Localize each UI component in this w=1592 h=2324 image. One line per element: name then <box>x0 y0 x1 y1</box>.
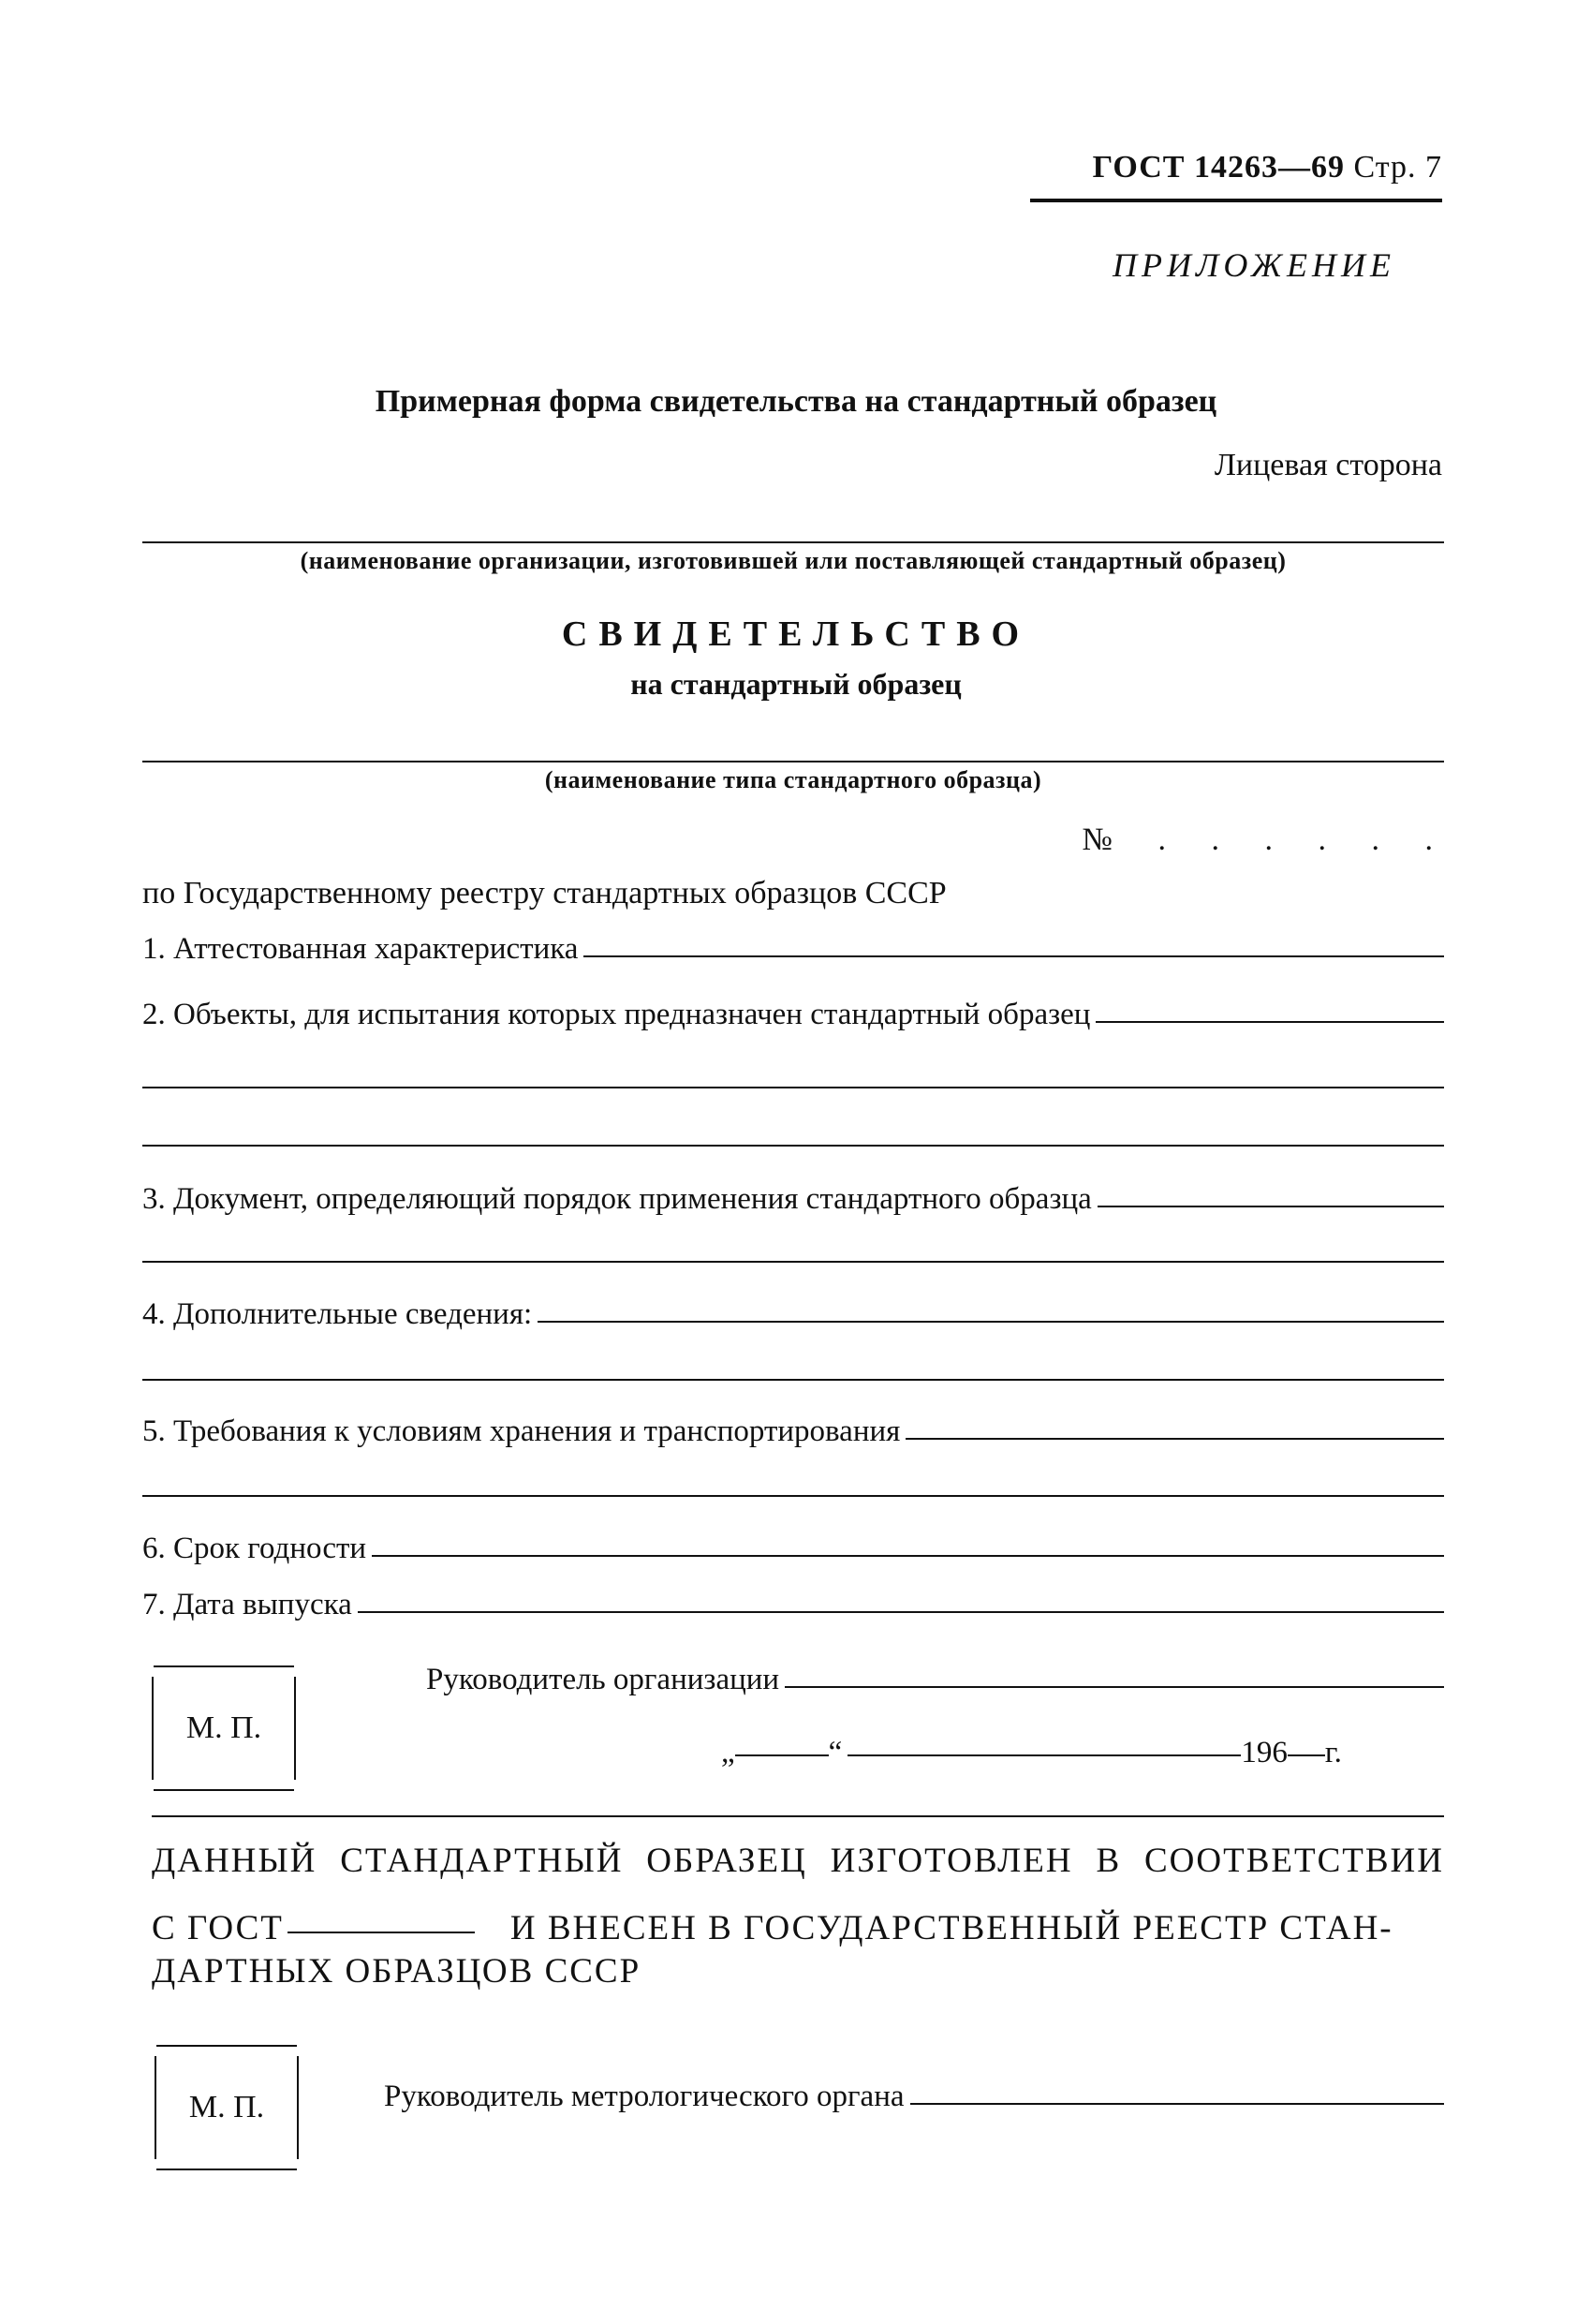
certificate-subheading: на стандартный образец <box>630 667 962 701</box>
registry-clause: И ВНЕСЕН В ГОСУДАРСТВЕННЫЙ РЕЕСТР СТАН- <box>509 1909 1393 1947</box>
year-suffix: г. <box>1324 1736 1342 1769</box>
item-label: 1. Аттестованная характеристика <box>142 932 579 966</box>
open-quote: „ <box>721 1736 735 1769</box>
compliance-line-1: ДАННЫЙ СТАНДАРТНЫЙ ОБРАЗЕЦ ИЗГОТОВЛЕН В СООТВЕТСТВИИ <box>152 1842 1444 1880</box>
stamp-label: М. П. <box>188 2090 265 2124</box>
head-label: Руководитель организации <box>426 1663 780 1696</box>
item-label: 6. Срок годности <box>142 1532 367 1565</box>
gost-blank <box>287 1930 475 1933</box>
sample-type-caption: (наименование типа стандартного образца) <box>544 766 1042 793</box>
item-storage-requirements <box>142 1414 1444 1449</box>
item-label: 5. Требования к условиям хранения и транспортирования <box>142 1414 901 1448</box>
date-line <box>721 1736 1342 1770</box>
item-test-objects <box>142 998 1444 1032</box>
continuation-line <box>142 1261 1444 1263</box>
head-of-organization-line <box>426 1663 1444 1697</box>
compliance-line-3: ДАРТНЫХ ОБРАЗЦОВ СССР <box>152 1952 641 1991</box>
sample-type-line <box>142 761 1444 762</box>
close-quote: “ <box>828 1736 843 1769</box>
certificate-heading: СВИДЕТЕЛЬСТВО <box>561 614 1031 654</box>
gost-label: С ГОСТ <box>152 1909 284 1947</box>
head-of-metrology-line <box>384 2080 1444 2114</box>
appendix-label: ПРИЛОЖЕНИЕ <box>1113 246 1395 284</box>
fill-line <box>358 1611 1444 1613</box>
metrology-head-label: Руководитель метрологического органа <box>384 2080 905 2113</box>
fill-line <box>1098 1206 1444 1207</box>
header-rule <box>1030 199 1442 202</box>
item-label: 4. Дополнительные сведения: <box>142 1297 533 1331</box>
item-shelf-life <box>142 1532 1444 1566</box>
registry-text: по Государственному реестру стандартных образцов СССР <box>142 876 947 910</box>
month-blank <box>848 1753 1241 1756</box>
continuation-line <box>142 1145 1444 1147</box>
stamp-bottom-rule <box>154 1789 294 1791</box>
signature-line <box>785 1686 1444 1688</box>
stamp-top-rule <box>156 2045 297 2047</box>
continuation-line <box>142 1087 1444 1088</box>
metrology-stamp-box <box>155 2056 299 2159</box>
side-label: Лицевая сторона <box>1214 448 1442 482</box>
signature-line <box>910 2103 1444 2105</box>
year-prefix: 196 <box>1241 1736 1288 1769</box>
item-application-document <box>142 1182 1444 1217</box>
continuation-line <box>142 1495 1444 1497</box>
item-label: 3. Документ, определяющий порядок применения стандартного образца <box>142 1182 1092 1216</box>
item-release-date <box>142 1588 1444 1622</box>
continuation-line <box>142 1379 1444 1381</box>
fill-line <box>372 1555 1444 1557</box>
item-label: 7. Дата выпуска <box>142 1588 352 1621</box>
registry-number: № . . . . . . <box>1082 822 1452 857</box>
document-reference <box>1093 150 1442 185</box>
stamp-bottom-rule <box>156 2169 297 2170</box>
item-certified-characteristic <box>142 932 1444 967</box>
stamp-top-rule <box>154 1665 294 1667</box>
section-divider <box>152 1815 1444 1817</box>
page-number: Стр. 7 <box>1353 150 1442 185</box>
year-blank <box>1288 1753 1325 1756</box>
stamp-label: М. П. <box>185 1710 262 1745</box>
compliance-line-2 <box>152 1908 1444 1948</box>
day-blank <box>735 1753 829 1756</box>
standard-number: ГОСТ 14263—69 <box>1092 150 1345 185</box>
fill-line <box>906 1438 1444 1440</box>
fill-line <box>1096 1021 1444 1023</box>
form-title: Примерная форма свидетельства на стандартный образец <box>375 384 1217 419</box>
fill-line <box>583 955 1444 957</box>
item-label: 2. Объекты, для испытания которых предназначен стандартный образец <box>142 998 1091 1031</box>
stamp-box <box>152 1677 296 1780</box>
fill-line <box>538 1321 1444 1323</box>
organization-name-line <box>142 541 1444 543</box>
organization-caption: (наименование организации, изготовившей или поставляющей стандартный образец) <box>300 547 1287 574</box>
item-additional-info <box>142 1297 1444 1332</box>
